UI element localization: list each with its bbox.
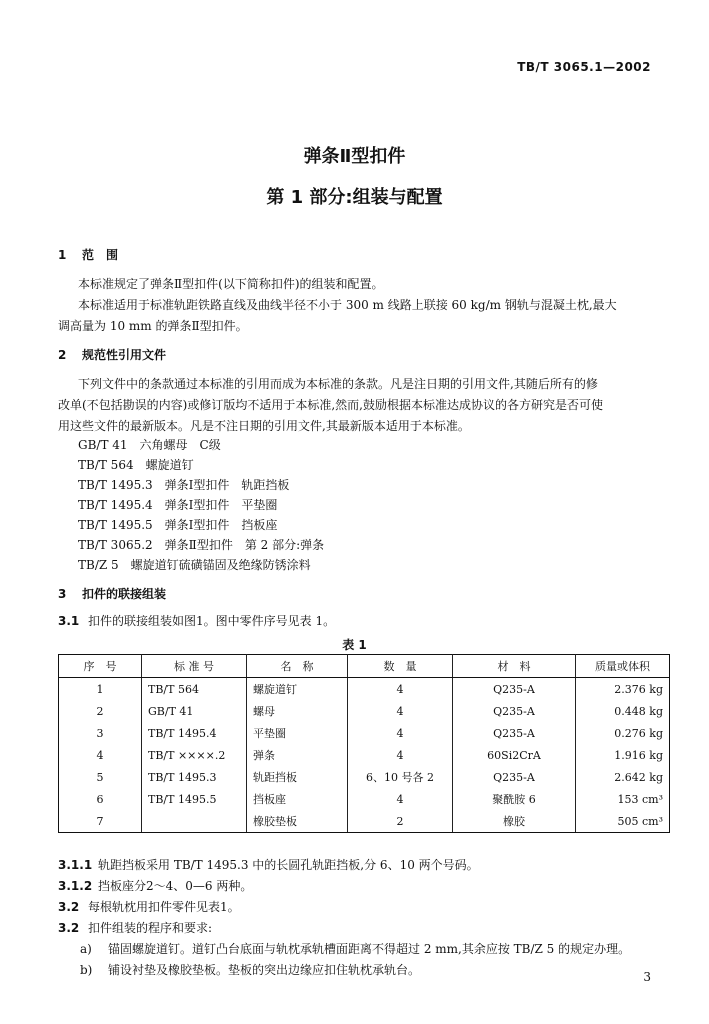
section-1-paragraph-2-line-1: 本标准适用于标准轨距铁路直线及曲线半径不小于 300 m 线路上联接 60 kg/m 钢轨与混凝土枕,最大 xyxy=(78,298,617,312)
section-1-number: 1 xyxy=(58,248,67,262)
header-cell: 序 号 xyxy=(59,655,142,678)
list-item-b xyxy=(80,961,420,978)
section-2-paragraph-line-3: 用这些文件的最新版本。凡是不注日期的引用文件,其最新版本适用于本标准。 xyxy=(58,419,470,433)
section-2-title: 规范性引用文件 xyxy=(82,348,167,362)
section-1-paragraph-1: 本标准规定了弹条Ⅱ型扣件(以下简称扣件)的组装和配置。 xyxy=(78,277,384,291)
subsection-3-1-1 xyxy=(58,856,479,873)
cell-quantity: 4 xyxy=(348,744,453,766)
cell-material: 橡胶 xyxy=(453,810,576,833)
cell-seq: 4 xyxy=(59,744,142,766)
section-3-title: 扣件的联接组装 xyxy=(82,587,167,601)
header-cell: 名 称 xyxy=(247,655,348,678)
subsection-text: 轨距挡板采用 TB/T 1495.3 中的长圆孔轨距挡板,分 6、10 两个号码。 xyxy=(98,858,479,872)
cell-standard: TB/T 1495.4 xyxy=(142,722,247,744)
table-header-row xyxy=(59,655,670,678)
cell-standard: TB/T 1495.5 xyxy=(142,788,247,810)
cell-name: 螺旋道钉 xyxy=(247,678,348,701)
section-2-paragraph-line-1: 下列文件中的条款通过本标准的引用而成为本标准的条款。凡是注日期的引用文件,其随后所有的修 xyxy=(78,377,598,391)
cell-material: 60Si2CrA xyxy=(453,744,576,766)
section-2-paragraph-line-2: 改单(不包括勘误的内容)或修订版均不适用于本标准,然而,鼓励根据本标准达成协议的各方研究是否可使 xyxy=(58,398,603,412)
subsection-text: 扣件的联接组装如图1。图中零件序号见表 1。 xyxy=(88,614,336,628)
header-cell: 材 料 xyxy=(453,655,576,678)
list-item-label: a) xyxy=(80,942,92,956)
subsection-number: 3.2 xyxy=(58,900,80,914)
cell-quantity: 4 xyxy=(348,700,453,722)
cell-quantity: 4 xyxy=(348,788,453,810)
subsection-number: 3.1 xyxy=(58,614,80,628)
cell-mass: 2.376 kg xyxy=(576,678,670,701)
subsection-text: 每根轨枕用扣件零件见表1。 xyxy=(88,900,240,914)
cell-quantity: 2 xyxy=(348,810,453,833)
cell-seq: 3 xyxy=(59,722,142,744)
list-item-text: 锚固螺旋道钉。道钉凸台底面与轨枕承轨槽面距离不得超过 2 mm,其余应按 TB/Z 5 的规定办理。 xyxy=(108,942,631,956)
cell-mass: 0.276 kg xyxy=(576,722,670,744)
cell-standard: GB/T 41 xyxy=(142,700,247,722)
cell-material: Q235-A xyxy=(453,722,576,744)
section-1-paragraph-2-line-2: 调高量为 10 mm 的弹条Ⅱ型扣件。 xyxy=(58,319,248,333)
table-caption: 表 1 xyxy=(342,638,367,652)
subsection-3-2-a xyxy=(58,898,240,915)
list-item-text: 铺设衬垫及橡胶垫板。垫板的突出边缘应扣住轨枕承轨台。 xyxy=(108,963,421,977)
table-row xyxy=(59,766,670,788)
subsection-number: 3.1.1 xyxy=(58,858,93,872)
cell-standard: TB/T 564 xyxy=(142,678,247,701)
cell-standard xyxy=(142,810,247,833)
section-2-number: 2 xyxy=(58,348,67,362)
cell-name: 轨距挡板 xyxy=(247,766,348,788)
cell-mass: 0.448 kg xyxy=(576,700,670,722)
cell-material: Q235-A xyxy=(453,700,576,722)
cell-name: 弹条 xyxy=(247,744,348,766)
document-subtitle: 第 1 部分:组装与配置 xyxy=(266,187,443,208)
list-item-a xyxy=(80,940,630,957)
subsection-number: 3.2 xyxy=(58,921,80,935)
cell-quantity: 4 xyxy=(348,722,453,744)
cell-seq: 7 xyxy=(59,810,142,833)
page-number: 3 xyxy=(643,970,651,984)
table-row xyxy=(59,744,670,766)
subsection-3-1-2 xyxy=(58,877,252,894)
table-row xyxy=(59,722,670,744)
cell-material: 聚酰胺 6 xyxy=(453,788,576,810)
reference-item: TB/Z 5 螺旋道钉硫磺锚固及绝缘防锈涂料 xyxy=(78,558,311,572)
section-3-number: 3 xyxy=(58,587,67,601)
cell-seq: 1 xyxy=(59,678,142,701)
section-3-heading xyxy=(58,585,166,602)
table-row xyxy=(59,700,670,722)
table-row xyxy=(59,678,670,701)
subsection-3-1 xyxy=(58,612,335,629)
header-cell: 标 准 号 xyxy=(142,655,247,678)
subsection-number: 3.1.2 xyxy=(58,879,93,893)
reference-item: TB/T 1495.5 弹条Ⅰ型扣件 挡板座 xyxy=(78,518,278,532)
reference-item: TB/T 1495.3 弹条Ⅰ型扣件 轨距挡板 xyxy=(78,478,290,492)
cell-material: Q235-A xyxy=(453,766,576,788)
header-cell: 数 量 xyxy=(348,655,453,678)
reference-item: TB/T 564 螺旋道钉 xyxy=(78,458,194,472)
cell-quantity: 4 xyxy=(348,678,453,701)
subsection-3-2-b xyxy=(58,919,212,936)
standard-number: TB/T 3065.1—2002 xyxy=(517,60,651,74)
cell-mass: 153 cm³ xyxy=(576,788,670,810)
reference-item: TB/T 1495.4 弹条Ⅰ型扣件 平垫圈 xyxy=(78,498,278,512)
subsection-text: 挡板座分2～4、0—6 两种。 xyxy=(98,879,253,893)
cell-quantity: 6、10 号各 2 xyxy=(348,766,453,788)
cell-mass: 505 cm³ xyxy=(576,810,670,833)
cell-name: 挡板座 xyxy=(247,788,348,810)
reference-item: TB/T 3065.2 弹条Ⅱ型扣件 第 2 部分:弹条 xyxy=(78,538,325,552)
cell-name: 橡胶垫板 xyxy=(247,810,348,833)
table-row xyxy=(59,810,670,833)
document-title: 弹条Ⅱ型扣件 xyxy=(303,146,406,167)
parts-table xyxy=(58,654,670,833)
table-row xyxy=(59,788,670,810)
cell-name: 平垫圈 xyxy=(247,722,348,744)
cell-seq: 6 xyxy=(59,788,142,810)
cell-standard: TB/T 1495.3 xyxy=(142,766,247,788)
cell-standard: TB/T ××××.2 xyxy=(142,744,247,766)
section-2-heading xyxy=(58,346,166,363)
reference-item: GB/T 41 六角螺母 C级 xyxy=(78,438,221,452)
section-1-heading xyxy=(58,246,118,263)
cell-mass: 2.642 kg xyxy=(576,766,670,788)
cell-material: Q235-A xyxy=(453,678,576,701)
cell-mass: 1.916 kg xyxy=(576,744,670,766)
header-cell: 质量或体积 xyxy=(576,655,670,678)
subsection-text: 扣件组装的程序和要求: xyxy=(88,921,213,935)
cell-name: 螺母 xyxy=(247,700,348,722)
cell-seq: 2 xyxy=(59,700,142,722)
list-item-label: b) xyxy=(80,963,93,977)
section-1-title: 范 围 xyxy=(82,248,119,262)
cell-seq: 5 xyxy=(59,766,142,788)
